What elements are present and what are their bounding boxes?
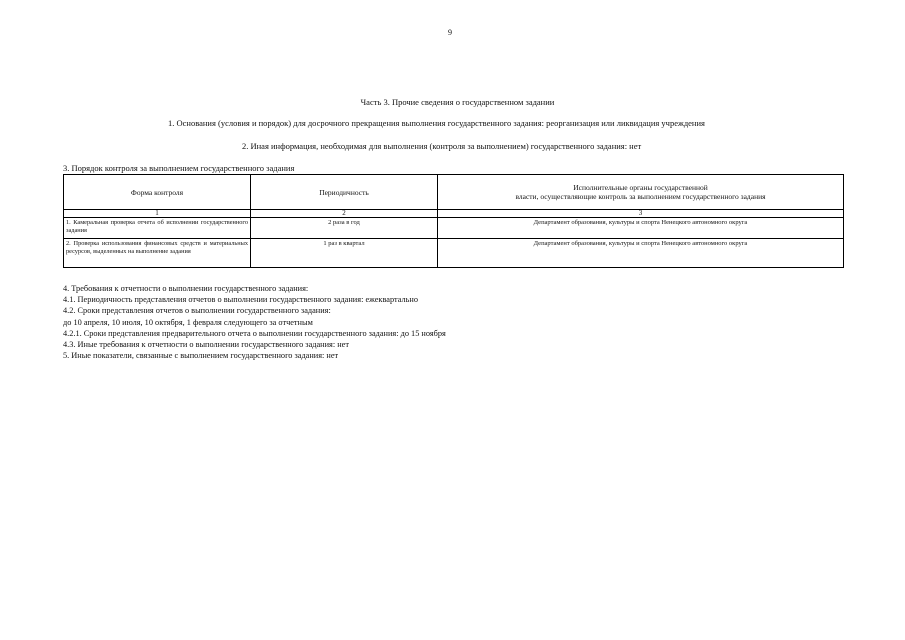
section-1-termination-grounds: 1. Основания (условия и порядок) для досрочного прекращения выполнения государственного задания: реорганизация или ликвидация учреждения	[168, 118, 705, 128]
column-number: 3	[438, 210, 844, 218]
control-table	[63, 174, 844, 268]
column-number-row	[64, 210, 844, 218]
reporting-requirements	[63, 283, 446, 361]
cell-control-organ: Департамент образования, культуры и спорта Ненецкого автономного округа	[438, 218, 844, 239]
cell-control-organ: Департамент образования, культуры и спорта Ненецкого автономного округа	[438, 239, 844, 268]
table-row	[64, 218, 844, 239]
section-3-control-procedure: 3. Порядок контроля за выполнением государственного задания	[63, 163, 295, 173]
cell-periodicity: 1 раз в квартал	[251, 239, 438, 268]
requirement-line: до 10 апреля, 10 июля, 10 октября, 1 февраля следующего за отчетным	[63, 317, 313, 327]
cell-control-form: 1. Камеральная проверка отчета об исполнении государственного задания	[64, 218, 251, 239]
header-control-organs	[438, 175, 844, 210]
table-header-row	[64, 175, 844, 210]
requirement-line: 5. Иные показатели, связанные с выполнением государственного задания: нет	[63, 351, 339, 361]
header-control-organs-line1: Исполнительные органы государственной	[573, 183, 708, 192]
page-number: 9	[448, 28, 452, 37]
requirement-line: 4.3. Иные требования к отчетности о выполнении государственного задания: нет	[63, 340, 349, 350]
cell-periodicity: 2 раза в год	[251, 218, 438, 239]
header-control-form: Форма контроля	[64, 175, 251, 210]
column-number: 2	[251, 210, 438, 218]
requirement-line: 4.2.1. Сроки представления предварительного отчета о выполнении государственного задания: до 15 ноября	[63, 328, 446, 338]
requirement-line: 4.1. Периодичность представления отчетов о выполнении государственного задания: ежеквартально	[63, 295, 418, 305]
requirement-line: 4.2. Сроки представления отчетов о выполнении государственного задания:	[63, 306, 331, 316]
cell-control-form: 2. Проверка использования финансовых средств и материальных ресурсов, выделенных на выполнение задания	[64, 239, 251, 268]
table-row	[64, 239, 844, 268]
header-periodicity: Периодичность	[251, 175, 438, 210]
requirement-line: 4. Требования к отчетности о выполнении государственного задания:	[63, 284, 309, 293]
header-control-organs-line2: власти, осуществляющие контроль за выполнением государственного задания	[515, 192, 766, 201]
part-title: Часть 3. Прочие сведения о государственном задании	[360, 97, 555, 107]
column-number: 1	[64, 210, 251, 218]
section-2-other-information: 2. Иная информация, необходимая для выполнения (контроля за выполнением) государственного задания: нет	[242, 141, 642, 151]
